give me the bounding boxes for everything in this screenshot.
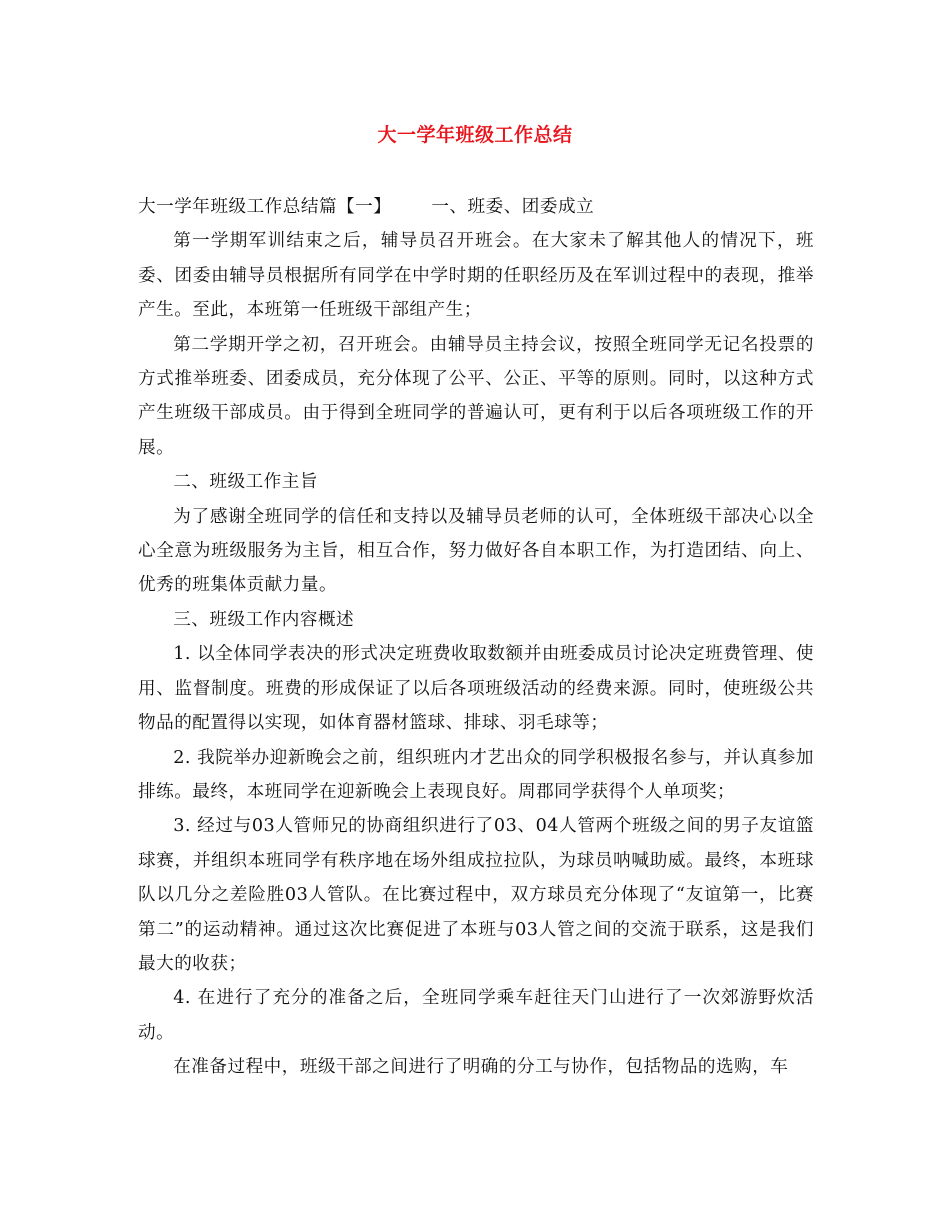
intro-heading: 大一学年班级工作总结篇【一】	[138, 197, 392, 217]
paragraph-1: 第一学期军训结束之后，辅导员召开班会。在大家未了解其他人的情况下，班委、团委由辅导员根据所有同学在中学时期的任职经历及在军训过程中的表现，推举产生。至此，本班第一任班级干部组产生；	[138, 231, 814, 321]
intro-section: 一、班委、团委成立	[431, 197, 595, 217]
list-item-2: 2. 我院举办迎新晚会之前，组织班内才艺出众的同学积极报名参与，并认真参加排练。最终，本班同学在迎新晚会上表现良好。周郡同学获得个人单项奖；	[138, 747, 814, 802]
section-heading-3: 三、班级工作内容概述	[173, 609, 355, 630]
intro-line	[138, 190, 814, 224]
list-item-4: 4. 在进行了充分的准备之后，全班同学乘车赶往天门山进行了一次郊游野炊活动。	[138, 988, 814, 1043]
document-body	[138, 190, 814, 1085]
section-heading-2: 二、班级工作主旨	[173, 472, 318, 493]
paragraph-2: 第二学期开学之初，召开班会。由辅导员主持会议，按照全班同学无记名投票的方式推举班委、团委成员，充分体现了公平、公正、平等的原则。同时，以这种方式产生班级干部成员。由于得到全班同学的普遍认可，更有利于以后各项班级工作的开展。	[138, 334, 814, 458]
paragraph-4: 在准备过程中，班级干部之间进行了明确的分工与协作，包括物品的选购，车	[173, 1057, 789, 1078]
paragraph-3: 为了感谢全班同学的信任和支持以及辅导员老师的认可，全体班级干部决心以全心全意为班级服务为主旨，相互合作，努力做好各自本职工作，为打造团结、向上、优秀的班集体贡献力量。	[138, 506, 814, 596]
document-title: 大一学年班级工作总结	[377, 124, 573, 146]
list-item-1: 1. 以全体同学表决的形式决定班费收取数额并由班委成员讨论决定班费管理、使用、监督制度。班费的形成保证了以后各项班级活动的经费来源。同时，使班级公共物品的配置得以实现，如体育器材篮球、排球、羽毛球等；	[138, 644, 814, 734]
list-item-3: 3. 经过与03人管师兄的协商组织进行了03、04人管两个班级之间的男子友谊篮球赛，并组织本班同学有秩序地在场外组成拉拉队，为球员呐喊助威。最终，本班球队以几分之差险胜03人管队。在比赛过程中，双方球员充分体现了“友谊第一，比赛第二”的运动精神。通过这次比赛促进了本班与03人管之间的交流于联系，这是我们最大的收获；	[138, 816, 814, 974]
